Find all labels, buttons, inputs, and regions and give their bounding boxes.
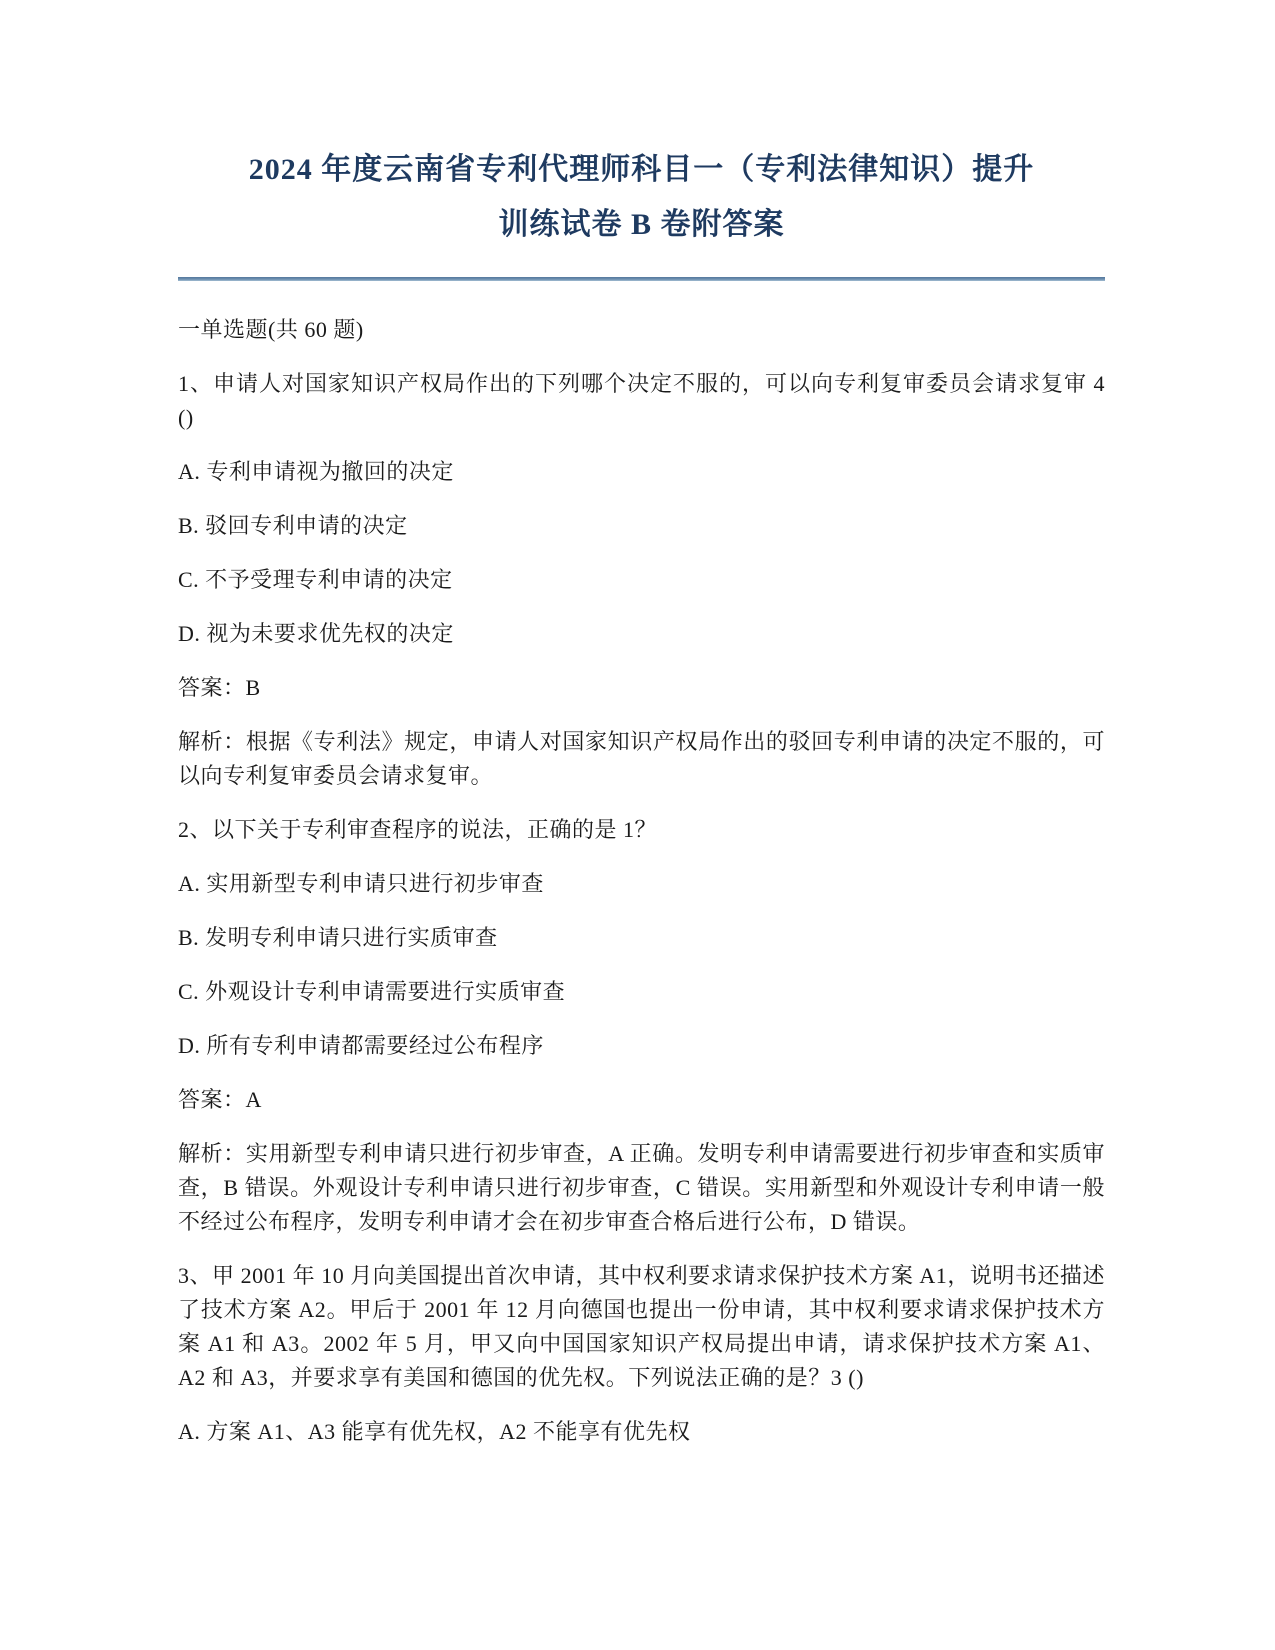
document-title-line-2: 训练试卷 B 卷附答案	[498, 208, 785, 241]
question-3-stem: 3、甲 2001 年 10 月向美国提出首次申请，其中权利要求请求保护技术方案 A1，说明书还描述了技术方案 A2。甲后于 2001 年 12 月向德国也提出一份申请，其中权利要求请求保护技术方案 A1 和 A3。2002 年 5 月，甲又向中国国家知识产权局提出申请，请求保护技术方案 A1、A2 和 A3，并要求享有美国和德国的优先权。下列说法正确的是？3 ()	[178, 1263, 1105, 1390]
question-1-option-c: C. 不予受理专利申请的决定	[178, 567, 453, 592]
document-body	[178, 313, 1105, 1449]
question-2-option-a: A. 实用新型专利申请只进行初步审查	[178, 871, 544, 896]
question-1-option-a: A. 专利申请视为撤回的决定	[178, 459, 454, 484]
question-1-option-b: B. 驳回专利申请的决定	[178, 513, 408, 538]
question-1-option-d: D. 视为未要求优先权的决定	[178, 621, 454, 646]
document-title-line-1: 2024 年度云南省专利代理师科目一（专利法律知识）提升	[248, 153, 1035, 186]
question-2-analysis: 解析：实用新型专利申请只进行初步审查，A 正确。发明专利申请需要进行初步审查和实质审查，B 错误。外观设计专利申请只进行初步审查，C 错误。实用新型和外观设计专利申请一般不经过公布程序，发明专利申请才会在初步审查合格后进行公布，D 错误。	[178, 1141, 1105, 1234]
question-block-3	[178, 1259, 1105, 1449]
question-2-answer: 答案：A	[178, 1087, 262, 1112]
question-2-option-b: B. 发明专利申请只进行实质审查	[178, 925, 498, 950]
question-2-stem: 2、以下关于专利审查程序的说法，正确的是 1？	[178, 817, 658, 842]
question-2-option-d: D. 所有专利申请都需要经过公布程序	[178, 1033, 544, 1058]
document-content	[178, 142, 1105, 1449]
title-divider-rule	[178, 277, 1105, 281]
question-3-option-a: A. 方案 A1、A3 能享有优先权，A2 不能享有优先权	[178, 1419, 691, 1444]
section-header: 一单选题(共 60 题)	[178, 317, 364, 342]
document-title	[178, 142, 1105, 252]
question-1-answer: 答案：B	[178, 675, 261, 700]
question-block-1	[178, 367, 1105, 793]
question-block-2	[178, 813, 1105, 1239]
question-1-stem: 1、申请人对国家知识产权局作出的下列哪个决定不服的，可以向专利复审委员会请求复审 4 ()	[178, 371, 1105, 430]
question-1-analysis: 解析：根据《专利法》规定，申请人对国家知识产权局作出的驳回专利申请的决定不服的，可以向专利复审委员会请求复审。	[178, 729, 1105, 788]
question-2-option-c: C. 外观设计专利申请需要进行实质审查	[178, 979, 566, 1004]
